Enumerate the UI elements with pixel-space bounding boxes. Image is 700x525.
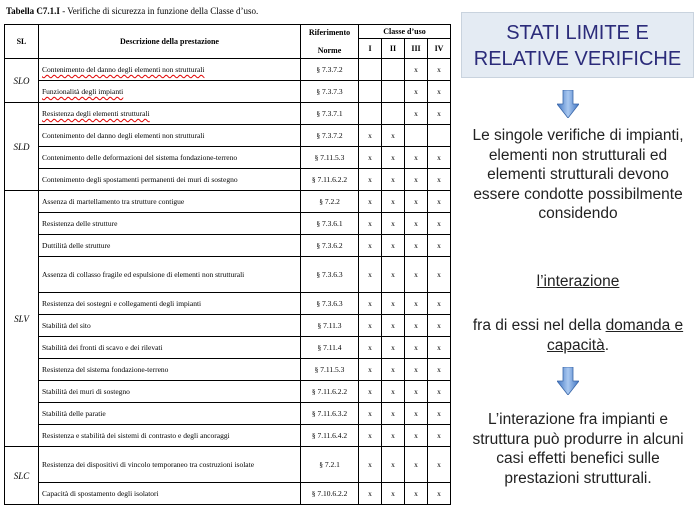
table-row [5, 293, 451, 315]
row-class-cell: x [405, 169, 428, 191]
row-class-cell: x [359, 125, 382, 147]
row-description: Resistenza dei dispositivi di vincolo temporaneo tra costruzioni isolate [39, 447, 301, 483]
row-reference: § 7.11.6.4.2 [301, 425, 359, 447]
row-reference: § 7.3.7.3 [301, 81, 359, 103]
slide-title-line2: RELATIVE VERIFICHE [473, 48, 682, 70]
row-class-cell: x [382, 359, 405, 381]
row-description: Assenza di collasso fragile ed espulsione di elementi non strutturali [39, 257, 301, 293]
row-reference: § 7.10.6.2.2 [301, 483, 359, 505]
paragraph-interazione: L’interazione fra impianti e struttura può produrre in alcuni casi effetti benefici sulle prestazioni strutturali. [472, 411, 684, 487]
row-description: Contenimento delle deformazioni del sistema fondazione-terreno [39, 147, 301, 169]
header-classe-uso: Classe d’uso [359, 25, 451, 39]
row-class-cell: x [382, 147, 405, 169]
down-arrow-icon [557, 367, 579, 395]
domanda-capacita-text: domanda e capacità [546, 317, 684, 354]
row-class-cell: x [428, 425, 451, 447]
table-row [5, 315, 451, 337]
row-class-cell: x [382, 125, 405, 147]
group-slv: SLV [5, 191, 39, 447]
row-reference: § 7.11.5.3 [301, 359, 359, 381]
row-class-cell: x [405, 213, 428, 235]
row-class-cell: x [428, 315, 451, 337]
row-class-cell: x [405, 81, 428, 103]
row-class-cell [359, 59, 382, 81]
row-class-cell [382, 81, 405, 103]
verification-table [4, 24, 451, 505]
row-class-cell: x [359, 147, 382, 169]
table-row [5, 381, 451, 403]
table-caption [6, 6, 258, 16]
table-row [5, 125, 451, 147]
row-class-cell: x [405, 293, 428, 315]
row-class-cell: x [382, 315, 405, 337]
table-row [5, 147, 451, 169]
table-row [5, 213, 451, 235]
row-reference: § 7.3.6.1 [301, 213, 359, 235]
row-class-cell: x [359, 169, 382, 191]
row-class-cell [382, 59, 405, 81]
row-class-cell: x [382, 235, 405, 257]
table-row [5, 235, 451, 257]
row-reference: § 7.3.7.2 [301, 59, 359, 81]
row-class-cell: x [359, 315, 382, 337]
row-class-cell: x [405, 403, 428, 425]
table-row [5, 257, 451, 293]
header-class-1: I [359, 39, 382, 59]
table-row [5, 447, 451, 483]
header-reference: Riferimento Norme [301, 25, 359, 59]
row-description: Resistenza dei sostegni e collegamenti degli impianti [39, 293, 301, 315]
table-row [5, 483, 451, 505]
row-class-cell: x [428, 103, 451, 125]
row-description: Resistenza degli elementi strutturali [39, 103, 301, 125]
group-sld: SLD [5, 103, 39, 191]
row-class-cell: x [428, 213, 451, 235]
row-class-cell: x [382, 191, 405, 213]
row-reference: § 7.3.7.2 [301, 125, 359, 147]
row-description: Assenza di martellamento tra strutture contigue [39, 191, 301, 213]
group-slc: SLC [5, 447, 39, 505]
table-row [5, 81, 451, 103]
row-class-cell [405, 125, 428, 147]
table-row [5, 59, 451, 81]
row-class-cell: x [428, 235, 451, 257]
row-class-cell: x [359, 425, 382, 447]
table-row [5, 191, 451, 213]
row-class-cell: x [405, 337, 428, 359]
row-description: Contenimento del danno degli elementi non strutturali [39, 125, 301, 147]
row-class-cell: x [382, 483, 405, 505]
row-class-cell [382, 103, 405, 125]
row-description: Stabilità del sito [39, 315, 301, 337]
interazione-heading: l’interazione [536, 273, 620, 290]
table-row [5, 337, 451, 359]
row-reference: § 7.11.3 [301, 315, 359, 337]
row-reference: § 7.3.6.2 [301, 235, 359, 257]
header-sl: SL [5, 25, 39, 59]
paragraph-verifiche: Le singole verifiche di impianti, elementi non strutturali ed elementi strutturali devono essere condotte possibilmente considendo [472, 127, 684, 222]
table-row [5, 169, 451, 191]
header-description: Descrizione della prestazione [39, 25, 301, 59]
table-row [5, 425, 451, 447]
row-reference: § 7.11.6.2.2 [301, 381, 359, 403]
row-class-cell [359, 103, 382, 125]
row-class-cell: x [359, 337, 382, 359]
table-row [5, 103, 451, 125]
row-class-cell: x [428, 447, 451, 483]
row-class-cell: x [405, 359, 428, 381]
table-caption-text: - Verifiche di sicurezza in funzione della Classe d’uso. [59, 6, 259, 16]
row-class-cell: x [428, 337, 451, 359]
row-reference: § 7.11.6.2.2 [301, 169, 359, 191]
row-class-cell: x [382, 425, 405, 447]
header-class-3: III [405, 39, 428, 59]
row-class-cell: x [405, 59, 428, 81]
row-description: Contenimento degli spostamenti permanenti dei muri di sostegno [39, 169, 301, 191]
down-arrow-icon [557, 90, 579, 118]
row-class-cell: x [405, 257, 428, 293]
table-caption-number: Tabella C7.1.I [6, 6, 60, 16]
header-class-2: II [382, 39, 405, 59]
row-class-cell: x [428, 147, 451, 169]
slide-title [461, 12, 694, 78]
row-class-cell [359, 81, 382, 103]
row-reference: § 7.2.2 [301, 191, 359, 213]
row-class-cell: x [428, 403, 451, 425]
row-class-cell: x [405, 147, 428, 169]
row-class-cell: x [428, 59, 451, 81]
row-class-cell: x [428, 483, 451, 505]
row-reference: § 7.11.4 [301, 337, 359, 359]
row-class-cell: x [359, 403, 382, 425]
row-class-cell: x [382, 213, 405, 235]
group-slo: SLO [5, 59, 39, 103]
row-description: Capacità di spostamento degli isolatori [39, 483, 301, 505]
row-class-cell: x [382, 337, 405, 359]
row-class-cell: x [405, 191, 428, 213]
row-class-cell: x [359, 293, 382, 315]
row-class-cell: x [359, 257, 382, 293]
row-class-cell: x [359, 483, 382, 505]
row-description: Duttilità delle strutture [39, 235, 301, 257]
row-description: Stabilità dei muri di sostegno [39, 381, 301, 403]
row-class-cell: x [382, 293, 405, 315]
row-class-cell: x [428, 293, 451, 315]
row-class-cell [428, 125, 451, 147]
row-class-cell: x [359, 191, 382, 213]
row-class-cell: x [428, 257, 451, 293]
row-class-cell: x [428, 359, 451, 381]
row-class-cell: x [359, 359, 382, 381]
row-class-cell: x [359, 447, 382, 483]
row-class-cell: x [359, 381, 382, 403]
row-class-cell: x [428, 81, 451, 103]
row-class-cell: x [428, 169, 451, 191]
row-class-cell: x [405, 381, 428, 403]
row-class-cell: x [382, 447, 405, 483]
row-class-cell: x [382, 257, 405, 293]
row-reference: § 7.11.6.3.2 [301, 403, 359, 425]
row-description: Funzionalità degli impianti [39, 81, 301, 103]
row-class-cell: x [405, 425, 428, 447]
row-class-cell: x [382, 169, 405, 191]
row-description: Stabilità delle paratie [39, 403, 301, 425]
header-class-4: IV [428, 39, 451, 59]
row-reference: § 7.3.7.1 [301, 103, 359, 125]
row-class-cell: x [382, 381, 405, 403]
row-reference: § 7.3.6.3 [301, 257, 359, 293]
row-class-cell: x [359, 213, 382, 235]
row-class-cell: x [405, 103, 428, 125]
row-class-cell: x [405, 483, 428, 505]
row-class-cell: x [405, 315, 428, 337]
paragraph-domanda-capacita: fra di essi nel della domanda e capacità. [472, 317, 684, 354]
row-reference: § 7.2.1 [301, 447, 359, 483]
row-reference: § 7.11.5.3 [301, 147, 359, 169]
row-class-cell: x [405, 235, 428, 257]
row-reference: § 7.3.6.3 [301, 293, 359, 315]
table-row [5, 403, 451, 425]
table-row [5, 359, 451, 381]
slide-title-line1: STATI LIMITE E [506, 22, 649, 44]
row-description: Contenimento del danno degli elementi non strutturali [39, 59, 301, 81]
row-class-cell: x [428, 191, 451, 213]
row-description: Resistenza del sistema fondazione-terreno [39, 359, 301, 381]
row-class-cell: x [428, 381, 451, 403]
row-description: Resistenza delle strutture [39, 213, 301, 235]
row-class-cell: x [382, 403, 405, 425]
row-class-cell: x [359, 235, 382, 257]
row-description: Stabilità dei fronti di scavo e dei rilevati [39, 337, 301, 359]
row-class-cell: x [405, 447, 428, 483]
row-description: Resistenza e stabilità dei sistemi di contrasto e degli ancoraggi [39, 425, 301, 447]
